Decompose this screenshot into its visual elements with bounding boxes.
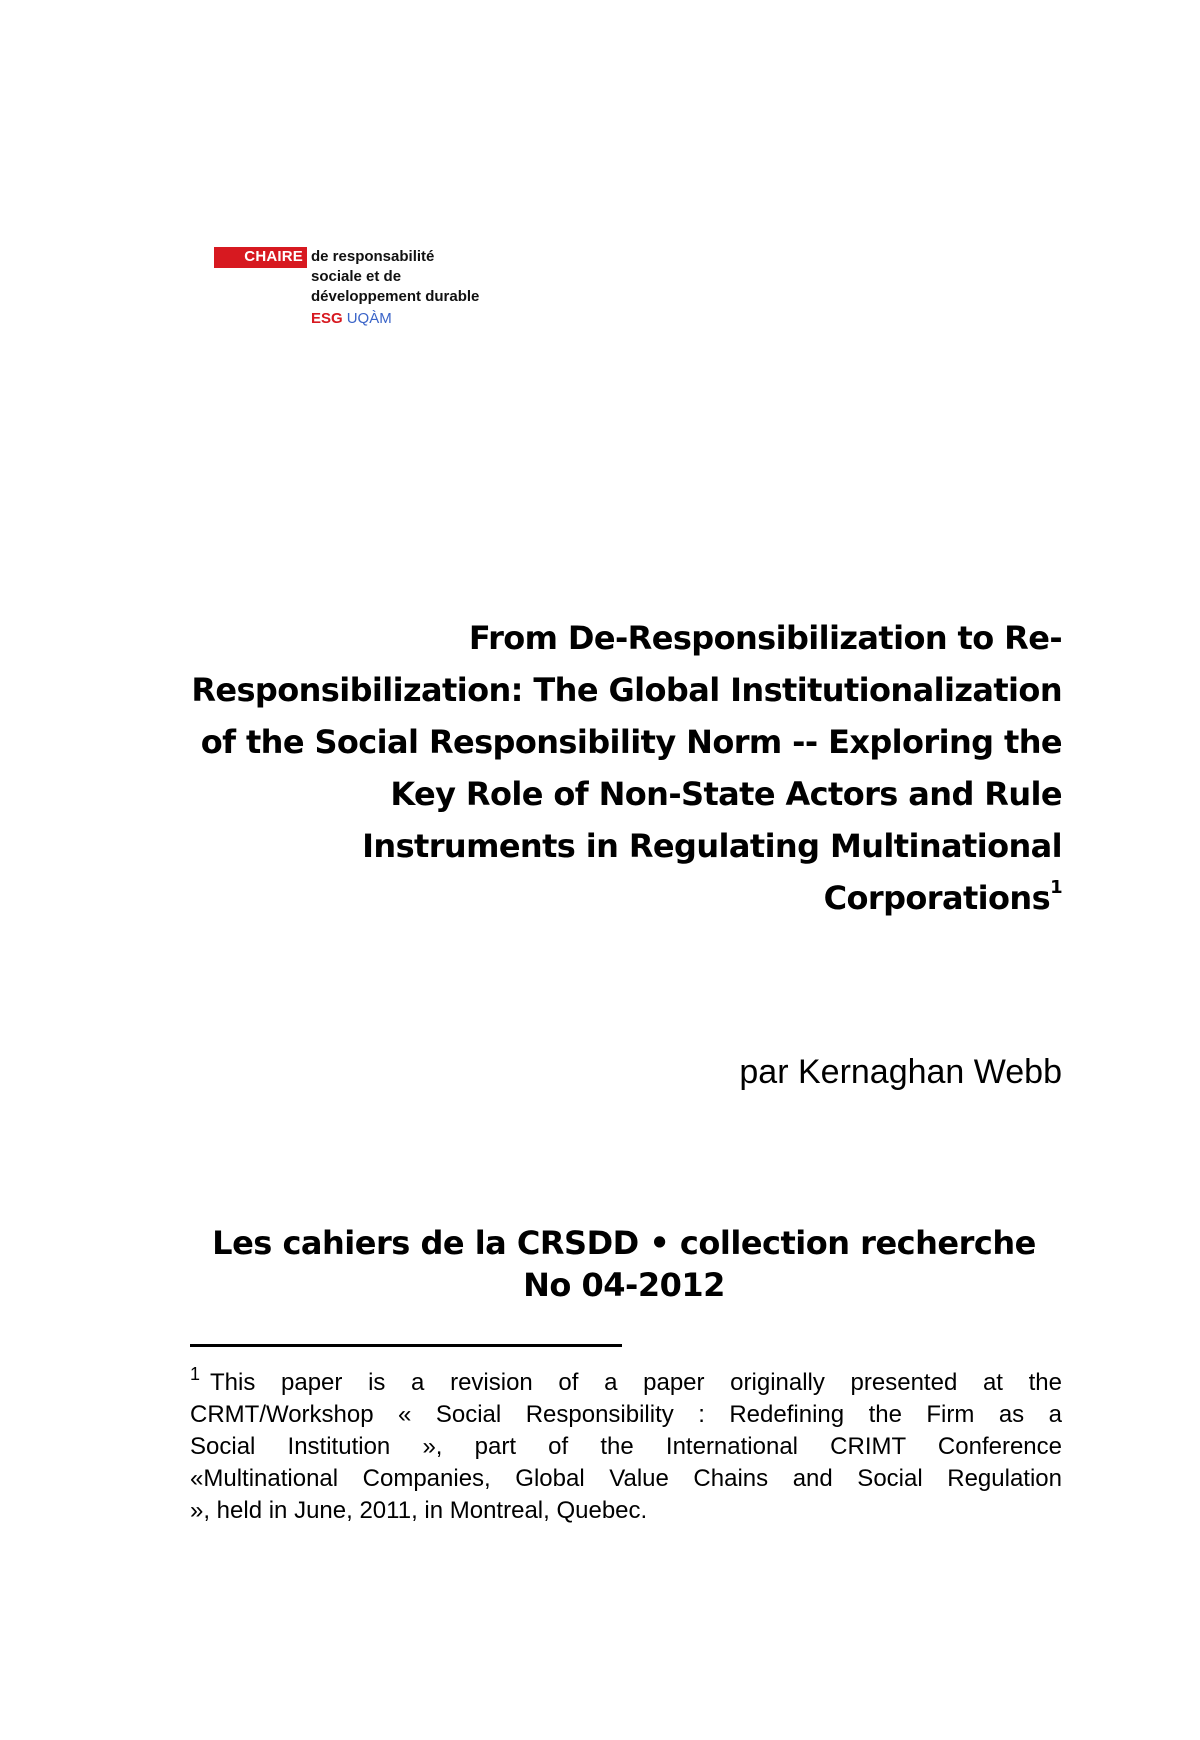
footnote-line-text: This paper is a revision of a paper originally presented at the — [210, 1369, 1062, 1396]
series-info — [186, 1222, 1062, 1306]
logo-uqam: UQÀM — [346, 310, 392, 327]
logo-brand — [311, 310, 392, 327]
footnote-line: Social Institution », part of the International CRIMT Conference — [190, 1433, 1062, 1460]
title-line: Key Role of Non-State Actors and Rule — [390, 775, 1062, 813]
title-footnote-ref: 1 — [1050, 877, 1062, 898]
title-line-text: Corporations — [823, 879, 1051, 917]
series-title: Les cahiers de la CRSDD • collection recherche — [212, 1224, 1036, 1262]
title-line: Responsibilization: The Global Institutionalization — [191, 671, 1062, 709]
logo-line-3: développement durable — [311, 288, 480, 305]
title-line: From De-Responsibilization to Re- — [468, 619, 1062, 657]
logo-line-1: de responsabilité — [311, 248, 435, 265]
title-line-last — [186, 872, 1062, 924]
logo-line-2: sociale et de — [311, 268, 402, 285]
series-number: No 04-2012 — [523, 1266, 725, 1304]
logo-esg: ESG — [311, 310, 343, 327]
logo — [214, 245, 494, 335]
footnote-line: », held in June, 2011, in Montreal, Quebec. — [190, 1497, 648, 1524]
paper-title — [186, 612, 1062, 924]
footnote-line: CRMT/Workshop « Social Responsibility : Redefining the Firm as a — [190, 1401, 1062, 1428]
title-line: Instruments in Regulating Multinational — [362, 827, 1062, 865]
footnote-separator — [190, 1344, 622, 1347]
logo-chaire-text: CHAIRE — [244, 248, 303, 265]
footnote-line — [190, 1364, 1062, 1399]
footnote — [190, 1364, 1062, 1527]
footnote-mark: 1 — [190, 1364, 201, 1384]
footnote-line: «Multinational Companies, Global Value Chains and Social Regulation — [190, 1465, 1062, 1492]
title-line: of the Social Responsibility Norm -- Exploring the — [200, 723, 1062, 761]
author: par Kernaghan Webb — [739, 1053, 1062, 1091]
logo-chaire-badge — [214, 247, 307, 268]
